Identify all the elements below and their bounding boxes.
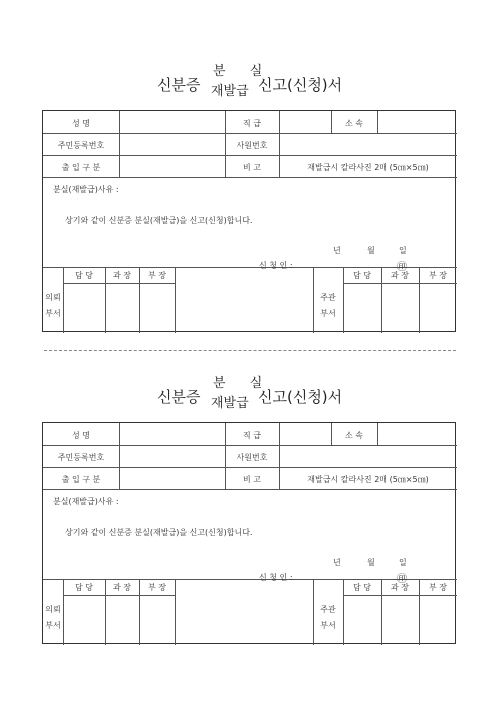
title-top: 분 실 (213, 64, 273, 79)
statement-text: 상기와 같이 신분증 분실(재발급)을 신고(신청)합니다. (65, 528, 253, 537)
statement-text: 상기와 같이 신분증 분실(재발급)을 신고(신청)합니다. (65, 216, 253, 225)
managing-dept-label-2: 부서 (320, 309, 336, 318)
issue-type-label: 출 입 구 분 (61, 475, 101, 484)
title-right: 신고(신청)서 (258, 388, 343, 406)
dept-head-label-managing: 부 장 (429, 271, 447, 280)
dept-head-label-managing: 부 장 (429, 583, 447, 592)
form-table (42, 110, 456, 332)
requesting-dept-label-2: 부서 (45, 309, 61, 318)
reason-label: 분실(재발급)사유 : (53, 497, 119, 506)
remarks-value: 재발급시 칼라사진 2매 (5㎝×5㎝) (307, 163, 429, 172)
department-label: 소 속 (345, 431, 363, 440)
issue-type-label: 출 입 구 분 (61, 163, 101, 172)
resident-id-label: 주민등록번호 (57, 141, 105, 150)
position-label: 직 급 (243, 119, 261, 128)
remarks-label: 비 고 (243, 163, 261, 172)
staff-label-managing: 담 당 (353, 583, 371, 592)
requesting-dept-label-1: 의뢰 (45, 293, 61, 302)
form-table (42, 422, 456, 644)
section-chief-label: 과 장 (113, 271, 131, 280)
staff-label: 담 당 (75, 583, 93, 592)
position-label: 직 급 (243, 431, 261, 440)
requesting-dept-label-1: 의뢰 (45, 605, 61, 614)
title-top: 분 실 (213, 376, 273, 391)
employee-no-label: 사원번호 (236, 453, 268, 462)
staff-label-managing: 담 당 (353, 271, 371, 280)
seal-mark: ㊞ (397, 262, 407, 273)
title-right: 신고(신청)서 (258, 76, 343, 94)
remarks-label: 비 고 (243, 475, 261, 484)
day-label: 일 (399, 246, 407, 255)
title-left: 신분증 (157, 388, 201, 406)
name-label: 성 명 (72, 119, 90, 128)
title-bottom: 재발급 (211, 396, 249, 411)
seal-mark: ㊞ (397, 574, 407, 585)
form-title (0, 370, 504, 410)
department-label: 소 속 (345, 119, 363, 128)
employee-no-label: 사원번호 (236, 141, 268, 150)
section-chief-label-managing: 과 장 (391, 583, 409, 592)
year-label: 년 (333, 246, 341, 255)
year-label: 년 (333, 558, 341, 567)
dept-head-label: 부 장 (148, 583, 166, 592)
name-label: 성 명 (72, 431, 90, 440)
managing-dept-label-1: 주관 (320, 605, 336, 614)
month-label: 월 (367, 246, 375, 255)
day-label: 일 (399, 558, 407, 567)
remarks-value: 재발급시 칼라사진 2매 (5㎝×5㎝) (307, 475, 429, 484)
month-label: 월 (367, 558, 375, 567)
cut-line (44, 350, 456, 351)
applicant-label: 신 청 인 : (259, 261, 293, 270)
resident-id-label: 주민등록번호 (57, 453, 105, 462)
title-left: 신분증 (157, 76, 201, 94)
section-chief-label-managing: 과 장 (391, 271, 409, 280)
section-chief-label: 과 장 (113, 583, 131, 592)
reason-label: 분실(재발급)사유 : (53, 185, 119, 194)
dept-head-label: 부 장 (148, 271, 166, 280)
form-title (0, 58, 504, 98)
applicant-label: 신 청 인 : (259, 573, 293, 582)
managing-dept-label-1: 주관 (320, 293, 336, 302)
managing-dept-label-2: 부서 (320, 621, 336, 630)
title-bottom: 재발급 (211, 84, 249, 99)
staff-label: 담 당 (75, 271, 93, 280)
requesting-dept-label-2: 부서 (45, 621, 61, 630)
